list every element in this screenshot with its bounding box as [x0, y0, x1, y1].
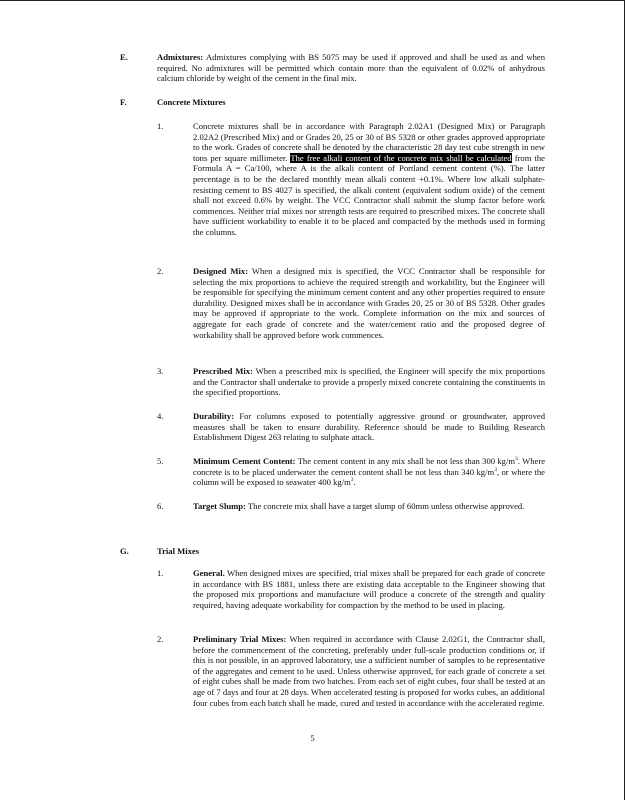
- section-e-paragraph: [157, 52, 545, 84]
- f-item-1-highlighted-text: The free alkali content of the concrete mix shall be calculated: [290, 152, 512, 163]
- f-item-5-sup-b: 3: [494, 466, 497, 473]
- g-item-2-text: When required in accordance with Clause 2.02G1, the Contractor shall, before the commencement of the concreting, preferably under full-scale production conditions or, if this is not possible, in an approved laboratory, use a sufficient number of samples to be representative of the aggregates and cement to be used. Unless otherwise approved, for each grade of concrete a set of eight cubes shall be made from two batches. From each set of eight cubes, four shall be tested at an age of 7 days and four at 28 days. When accelerated testing is proposed for works cubes, an additional four cubes from each batch shall be made, cured and tested in accordance with the accelerated regime.: [193, 634, 546, 708]
- section-g-letter: G.: [120, 546, 129, 556]
- g-item-1-title: General.: [193, 568, 225, 578]
- f-item-5-sup-a: 3: [515, 456, 518, 463]
- section-e-text: Admixtures complying with BS 5075 may be used if approved and shall be used as and when required. No admixtures will be permitted which contain more than the equivalent of 0.02% of anhydrous calcium chloride by weight of the cement in the final mix.: [157, 52, 545, 84]
- page-border-top: [0, 0, 625, 1]
- f-item-4-text: For columns exposed to potentially aggressive ground or groundwater, approved measures shall be taken to ensure durability. Reference should be made to Building Research Establishment Digest 263 relating to sulphate attack.: [193, 411, 545, 443]
- f-item-5-number: 5.: [157, 456, 164, 466]
- f-item-4-number: 4.: [157, 411, 164, 421]
- section-g-title: Trial Mixes: [157, 546, 200, 556]
- g-item-1-number: 1.: [157, 568, 164, 578]
- f-item-5-text-a: The cement content in any mix shall be not less than 300 kg/m: [297, 456, 516, 466]
- section-f-letter: F.: [120, 97, 127, 107]
- f-item-3-title: Prescribed Mix:: [193, 366, 253, 376]
- f-item-1-text-b: from the Formula A = Ca/100, where A is the alkali content of Portland cement content (%). The latter percentage is to be the declared monthly mean alkali content +0.1%. Where low alkali sulphate-resisting cement to BS 4027 is specified, the alkali content (equivalent sodium oxide) of the cement shall not exceed 0.6% by weight. The VCC Contractor shall submit the slump factor before work commences. Neither trial mixes nor strength tests are required to prescribed mixes. The concrete shall have sufficient workability to enable it to be placed and compacted by the methods used in forming the columns.: [193, 152, 545, 237]
- f-item-5-paragraph: [193, 456, 545, 488]
- f-item-5-sup-c: 3: [350, 477, 354, 484]
- f-item-2-number: 2.: [157, 266, 164, 276]
- g-item-2-title: Preliminary Trial Mixes:: [193, 634, 287, 644]
- g-item-2-paragraph: [193, 634, 545, 708]
- f-item-6-number: 6.: [157, 501, 164, 511]
- f-item-1-paragraph: [193, 121, 545, 238]
- f-item-4-title: Durability:: [193, 411, 235, 421]
- f-item-6-title: Target Slump:: [193, 501, 246, 511]
- f-item-2-text: When a designed mix is specified, the VCC Contractor shall be responsible for selecting the mix proportions to achieve the required strength and workability, but the Engineer will be responsible for specifying the minimum cement content and any other properties required to ensure durability. Designed mixes shall be in accordance with Grades 20, 25 or 30 of BS 5328. Other grades may be approved if appropriate to the work. Complete information on the mix and sources of aggregate for each grade of concrete and the water/cement ratio and the proposed degree of workability shall be approved before work commences.: [193, 266, 545, 340]
- f-item-5-text-b: . Where concrete is to be placed underwater the cement content shall be not less than 340 kg/m: [193, 456, 546, 477]
- f-item-5-title: Minimum Cement Content:: [193, 456, 296, 466]
- page-number: 5: [310, 733, 315, 743]
- f-item-6-paragraph: [193, 501, 545, 512]
- g-item-1-text: When designed mixes are specified, trial mixes shall be prepared for each grade of concrete in accordance with BS 1881, unless there are existing data acceptable to the Engineer showing that the proposed mix proportions and manufacture will produce a concrete of the strength and quality required, having adequate workability for compaction by the method to be used in placing.: [193, 568, 545, 610]
- section-f-title: Concrete Mixtures: [157, 97, 226, 107]
- f-item-2-paragraph: [193, 266, 545, 340]
- f-item-2-title: Designed Mix:: [193, 266, 249, 276]
- f-item-5-text-c: , or where the column will be exposed to seawater 400 kg/m: [193, 466, 545, 488]
- f-item-6-text: The concrete mix shall have a target slump of 60mm unless otherwise approved.: [247, 501, 525, 511]
- f-item-4-paragraph: [193, 411, 545, 443]
- g-item-2-number: 2.: [157, 634, 164, 644]
- section-e-letter: E.: [120, 52, 128, 62]
- f-item-5-text-d: .: [353, 477, 356, 488]
- f-item-1-number: 1.: [157, 121, 164, 131]
- f-item-1-text-a: Concrete mixtures shall be in accordance with Paragraph 2.02A1 (Designed Mix) or Paragraph 2.02A2 (Prescribed Mix) and or Grades 20, 25 or 30 of BS 5328 or other grades approved appropriate to the work. Grades of concrete shall be denoted by the characteristic 28 day test cube strength in new tons per square millimeter.: [193, 121, 545, 163]
- f-item-3-number: 3.: [157, 366, 164, 376]
- f-item-3-text: When a prescribed mix is specified, the Engineer will specify the mix proportions and the Contractor shall undertake to provide a properly mixed concrete containing the constituents in the specified proportions.: [193, 366, 545, 398]
- g-item-1-paragraph: [193, 568, 545, 610]
- f-item-3-paragraph: [193, 366, 545, 398]
- section-e-title: Admixtures:: [157, 52, 204, 62]
